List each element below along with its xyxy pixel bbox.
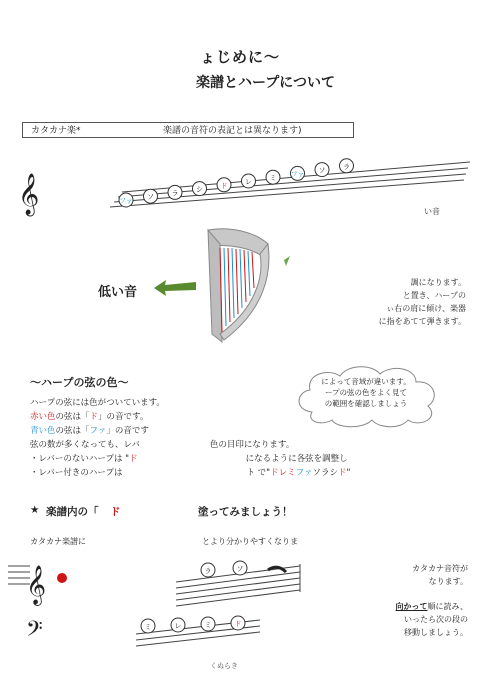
- note-label: ド: [220, 181, 228, 190]
- note-circle: [315, 163, 329, 177]
- colors-line-4-a: 弦の数が多くなっても、レバ: [30, 440, 140, 450]
- top-staff: [0, 150, 477, 220]
- colors-line-6: [30, 466, 350, 478]
- star-icon: ★: [30, 504, 40, 516]
- note-circle: [193, 182, 207, 196]
- colors-line-4-b: 色の目印になります。: [209, 440, 295, 450]
- footer-text: くぬらき: [210, 662, 238, 670]
- colors-line-6-b: ト で": [246, 468, 271, 478]
- note-circle: [201, 617, 215, 631]
- note-circle: [233, 561, 247, 575]
- note-label: レ: [245, 178, 252, 186]
- colors-line-6-do2: ド: [337, 468, 347, 478]
- practice-line-1-a: カタカナ楽譜に: [30, 537, 86, 546]
- note-circle: [266, 170, 280, 184]
- notation-note-box: [22, 122, 354, 138]
- note-label: ファ: [290, 170, 305, 179]
- harp-desc-line: と置き、ハープの: [402, 291, 466, 300]
- colors-line-5-do: ド: [129, 454, 138, 464]
- note-label: シ: [196, 185, 203, 194]
- note-circle: [168, 185, 182, 199]
- note-label: ソ: [236, 565, 244, 573]
- notation-note-right: 楽譜の音符の表記とは異なります): [163, 126, 302, 136]
- do-note-word: ド: [89, 412, 99, 422]
- note-circle: [217, 178, 231, 192]
- note-label: ファ: [119, 197, 133, 205]
- harp-desc-line: ぃ右の肩に傾け、楽器: [386, 304, 466, 313]
- colors-line-1: ハープの弦には色がついています。: [30, 398, 165, 408]
- page-title: ょじめに〜: [200, 48, 281, 66]
- notation-note-left: カタカナ楽*: [31, 126, 81, 136]
- fa-note-word: ファ: [89, 426, 107, 436]
- bass-clef-icon: [26, 617, 43, 647]
- practice-right-2-line1: [340, 600, 468, 613]
- red-color-word: 赤い色: [30, 412, 56, 422]
- high-note-label: い音: [424, 207, 440, 216]
- note-label: ラ: [343, 162, 350, 171]
- low-arrow-icon: [150, 276, 200, 300]
- note-circle: [231, 616, 245, 630]
- page-subtitle: 楽譜とハープについて: [196, 75, 336, 91]
- note-circle: [144, 189, 158, 203]
- note-label: ミ: [269, 174, 277, 183]
- note-label: レ: [174, 622, 182, 630]
- note-label: ラ: [171, 189, 179, 198]
- colors-line-6-a: ・レバー付きのハープは: [30, 468, 123, 478]
- note-circle: [171, 618, 185, 632]
- practice-right-2-line2: いったら次の段の: [404, 615, 468, 624]
- cloud-text: [300, 376, 432, 409]
- colors-line-6-fa: ファ: [295, 468, 313, 478]
- treble-clef-icon: [18, 173, 39, 216]
- practice-right-1-line: なります。: [428, 577, 468, 586]
- colors-line-2-post: 」の音です。: [98, 412, 149, 422]
- colors-line-4: [30, 438, 294, 450]
- practice-line-1-b: とより分かりやすくなりま: [202, 537, 298, 546]
- colors-line-3-mid: の弦は「: [55, 426, 90, 436]
- string-colors-heading: 〜ハープの弦の色〜: [30, 376, 129, 389]
- note-label: ソ: [318, 166, 326, 175]
- note-label: ミ: [144, 623, 152, 631]
- harp-desc-line: 調になります。: [410, 278, 466, 287]
- colors-line-6-doremi: ドレミ: [270, 468, 296, 478]
- practice-heading-a: 楽譜内の「: [46, 506, 99, 518]
- practice-treble-clef-icon: [26, 565, 46, 606]
- colors-line-3-post: 」の音です: [106, 426, 149, 436]
- low-note-label: 低い音: [98, 285, 138, 300]
- practice-right-2-line3: 移動しましょう。: [404, 628, 468, 637]
- note-circle: [119, 193, 133, 207]
- note-circle: [201, 563, 215, 577]
- practice-heading-do: ド: [110, 506, 121, 518]
- practice-right-2: [340, 600, 468, 639]
- practice-do-note: [57, 573, 67, 583]
- staff-lines: [110, 162, 470, 207]
- cloud-line: ープの弦の色をよく見て: [324, 388, 408, 397]
- note-circle: [340, 159, 354, 173]
- colors-line-2-mid: の弦は「: [55, 412, 90, 422]
- colors-line-6-e: ": [346, 468, 351, 478]
- colors-line-5: [30, 452, 348, 464]
- colors-line-5-a: ・レバーのないハープは ": [30, 454, 130, 464]
- note-circle: [141, 619, 155, 633]
- practice-staff: [0, 556, 320, 656]
- note-label: ソ: [147, 193, 154, 202]
- svg-text:𝄞: 𝄞: [26, 565, 47, 605]
- svg-text:𝄞: 𝄞: [18, 174, 40, 215]
- practice-right-2-underlined: 向かって: [395, 602, 428, 611]
- colors-line-2: [30, 410, 148, 422]
- harp-description: [326, 276, 466, 328]
- note-label: ミ: [204, 621, 212, 629]
- colors-line-3: [30, 424, 149, 436]
- cloud-line: によって音域が違います。: [321, 377, 411, 386]
- practice-right-1: [340, 562, 468, 588]
- svg-text:𝄢: 𝄢: [26, 617, 43, 647]
- practice-right-2-rest: 順に読み、: [427, 602, 468, 611]
- note-label: ラ: [204, 567, 212, 575]
- practice-heading-b: 塗ってみましょう！: [198, 506, 293, 518]
- note-circle: [291, 166, 305, 180]
- note-label: ド: [234, 620, 242, 628]
- practice-right-1-line: カタカナ音符が: [412, 564, 468, 573]
- blue-color-word: 青い色: [30, 426, 56, 436]
- colors-line-5-b: になるように各弦を調整し: [245, 454, 348, 464]
- harp-desc-line: に指をあてて弾きます。: [378, 317, 466, 326]
- note-circle: [242, 174, 256, 188]
- cloud-line: の範囲を確認しましょう: [324, 399, 408, 408]
- colors-line-6-c: ソラシ: [312, 468, 338, 478]
- practice-heading: [30, 504, 470, 520]
